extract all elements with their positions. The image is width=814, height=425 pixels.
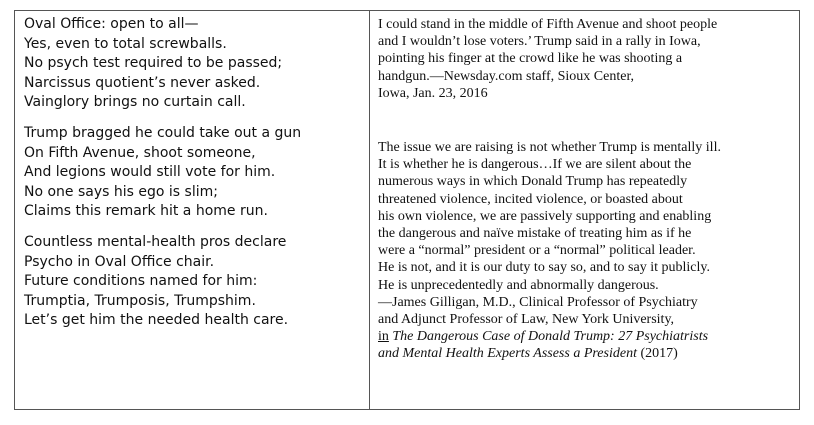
citation-year: (2017) <box>636 346 678 362</box>
quote-line: Iowa, Jan. 23, 2016 <box>378 85 488 101</box>
quote-line: pointing his finger at the crowd like he was shooting a <box>378 51 683 67</box>
poem-line: No psych test required to be passed; <box>24 55 283 72</box>
poem-line: No one says his ego is slim; <box>24 183 218 200</box>
poem-line: Narcissus quotient’s never asked. <box>24 74 261 91</box>
quote-line: the dangerous and naïve mistake of treating him as if he <box>378 226 692 242</box>
poem-line: Trumptia, Trumposis, Trumpshim. <box>24 292 256 309</box>
quote-line: The issue we are raising is not whether Trump is mentally ill. <box>378 140 721 156</box>
poem-stanza-2 <box>24 124 369 222</box>
quote-line: and Adjunct Professor of Law, New York University, <box>378 312 675 328</box>
quote-line: He is unprecedentedly and abnormally dangerous. <box>378 277 659 293</box>
quote-line: It is whether he is dangerous…If we are silent about the <box>378 157 692 173</box>
poem-line: Trump bragged he could take out a gun <box>24 124 302 141</box>
poem-line: Future conditions named for him: <box>24 273 258 290</box>
quote-line: handgun.—Newsday.com staff, Sioux Center, <box>378 68 635 84</box>
quote-line: He is not, and it is our duty to say so, and to say it publicly. <box>378 260 710 276</box>
citation-prefix: in <box>378 329 389 345</box>
quotes-column <box>370 11 799 409</box>
poem-line: Claims this remark hit a home run. <box>24 203 268 220</box>
poem-stanza-3 <box>24 233 369 331</box>
book-title-part-2: and Mental Health Experts Assess a President <box>378 346 637 362</box>
poem-line: Oval Office: open to all— <box>24 16 199 32</box>
quote-line: I could stand in the middle of Fifth Avenue and shoot people <box>378 17 718 32</box>
poem-line: Psycho in Oval Office chair. <box>24 253 215 270</box>
citation-line-2 <box>378 345 799 362</box>
book-title-part-1: The Dangerous Case of Donald Trump: 27 Psychiatrists <box>388 329 709 345</box>
gilligan-quote <box>378 139 799 363</box>
poem-line: Countless mental-health pros declare <box>24 233 287 250</box>
quote-line: were a “normal” president or a “normal” political leader. <box>378 243 696 259</box>
poem-line: On Fifth Avenue, shoot someone, <box>24 144 256 161</box>
trump-quote <box>378 16 799 102</box>
citation-line-1 <box>378 328 799 345</box>
quote-line: his own violence, we are passively supporting and enabling <box>378 208 712 224</box>
poem-stanza-1 <box>24 15 369 113</box>
document-table <box>14 10 800 410</box>
poem-line: Let’s get him the needed health care. <box>24 312 289 329</box>
quote-line: and I wouldn’t lose voters.’ Trump said in a rally in Iowa, <box>378 34 701 50</box>
poem-line: And legions would still vote for him. <box>24 164 276 181</box>
quote-line: threatened violence, incited violence, or boasted about <box>378 191 683 207</box>
quote-line: numerous ways in which Donald Trump has repeatedly <box>378 174 688 190</box>
poem-column <box>15 11 370 409</box>
poem-line: Yes, even to total screwballs. <box>24 35 227 52</box>
quote-line: —James Gilligan, M.D., Clinical Professor of Psychiatry <box>378 294 698 310</box>
poem-line: Vainglory brings no curtain call. <box>24 94 246 111</box>
